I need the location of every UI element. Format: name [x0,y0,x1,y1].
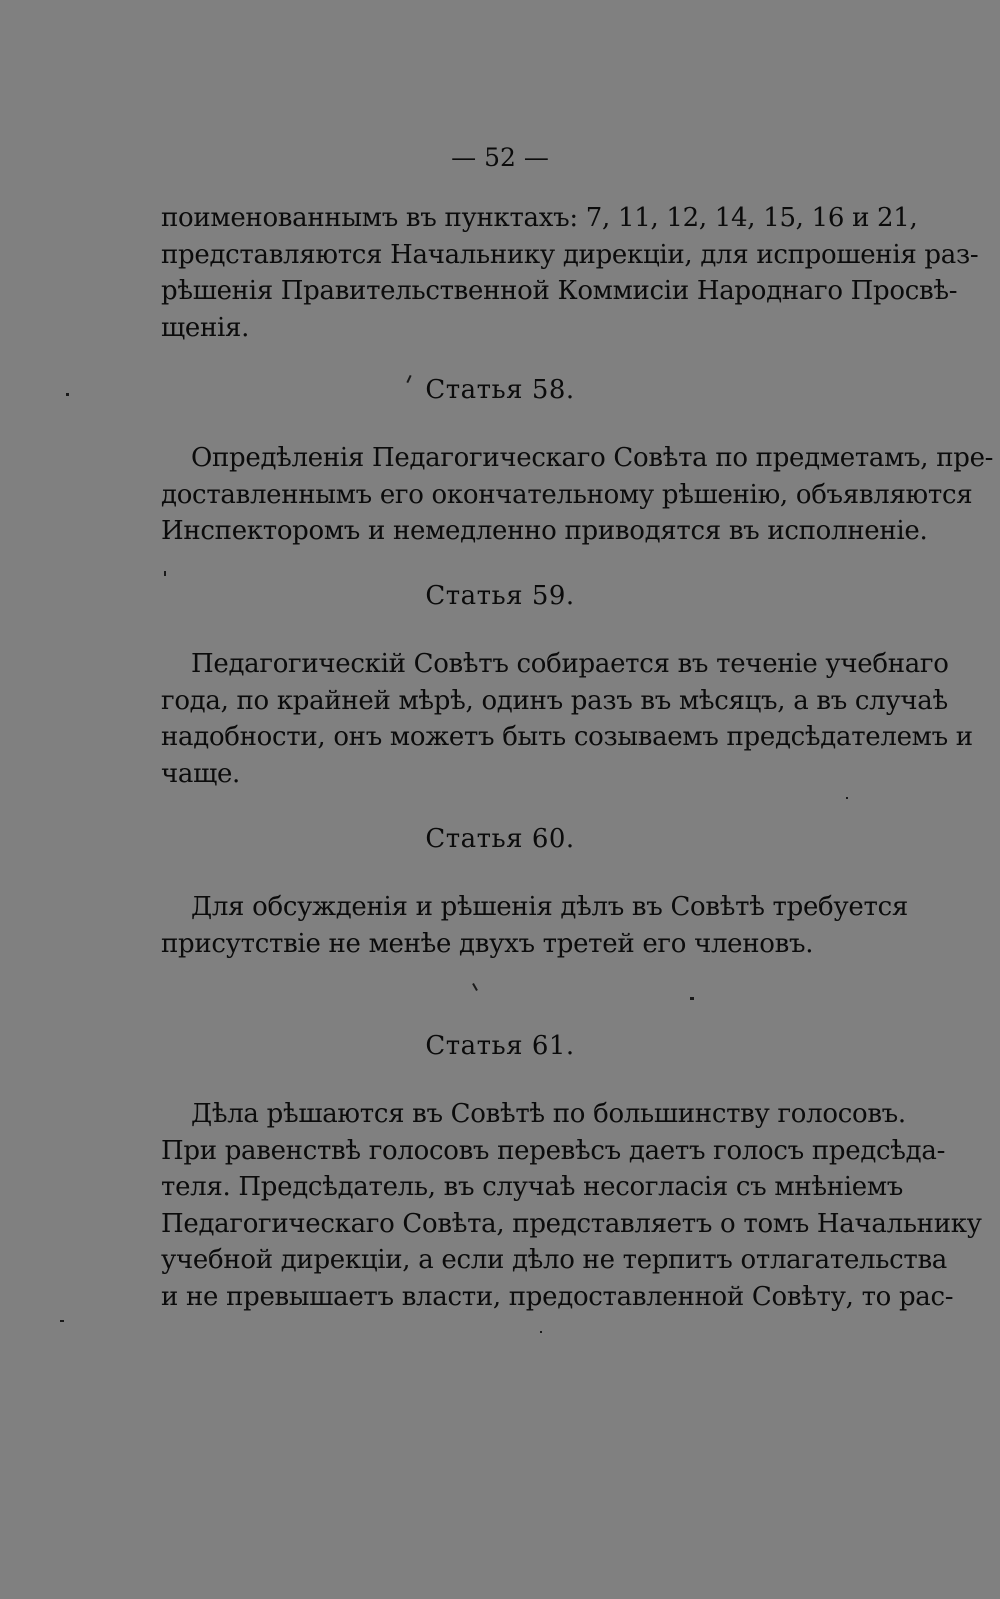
text-line: поименованнымъ въ пунктахъ: 7, 11, 12, 14, 15, 16 и 21, [161,203,918,233]
scan-speck [66,393,69,396]
text-line: Дѣла рѣшаются въ Совѣтѣ по большинству голосовъ. [191,1099,906,1129]
scan-speck [164,571,166,576]
text-line: Педагогическаго Совѣта, представляетъ о томъ Начальнику [161,1208,982,1239]
article-heading-59: Статья 59. [425,581,575,611]
article-heading-58: Статья 58. [425,375,575,405]
paragraph-article-59 [161,646,973,792]
page-number: — 52 — [451,143,549,172]
text-line: щенія. [161,312,250,343]
text-line: присутствіе не менѣе двухъ третей его членовъ. [161,928,814,959]
scan-speck [60,1320,64,1322]
text-line: доставленнымъ его окончательному рѣшенію, объявляются [161,479,973,510]
article-heading-60: Статья 60. [425,824,575,854]
text-line: теля. Предсѣдатель, въ случаѣ несогласія съ мнѣніемъ [161,1172,904,1202]
text-line: Для обсужденія и рѣшенія дѣлъ въ Совѣтѣ требуется [191,892,908,922]
text-line: и не превышаетъ власти, предоставленной Совѣту, то рас- [161,1281,954,1312]
text-line: чаще. [161,758,241,789]
paragraph-article-57-end [161,200,979,346]
article-heading-61: Статья 61. [425,1031,575,1061]
text-line: Педагогическій Совѣтъ собирается въ теченіе учебнаго [191,649,949,679]
paragraph-article-61 [161,1096,982,1315]
paragraph-article-60 [161,889,908,962]
text-line: рѣшенія Правительственной Коммисіи Народнаго Просвѣ- [161,276,958,306]
scan-speck [846,797,848,799]
text-line: представляются Начальнику дирекціи, для испрошенія раз- [161,239,979,270]
text-line: года, по крайней мѣрѣ, одинъ разъ въ мѣсяцъ, а въ случаѣ [161,685,948,716]
paragraph-article-58 [161,440,994,550]
text-line: При равенствѣ голосовъ перевѣсъ даетъ голосъ предсѣда- [161,1135,946,1166]
scan-speck [472,983,478,991]
scan-speck [540,1331,542,1333]
text-line: Опредѣленія Педагогическаго Совѣта по предметамъ, пре- [191,443,994,473]
text-line: учебной дирекціи, а если дѣло не терпитъ отлагательства [161,1245,948,1275]
text-line: надобности, онъ можетъ быть созываемъ предсѣдателемъ и [161,722,973,752]
text-line: Инспекторомъ и немедленно приводятся въ исполненіе. [161,516,928,546]
scan-speck [690,997,694,1000]
